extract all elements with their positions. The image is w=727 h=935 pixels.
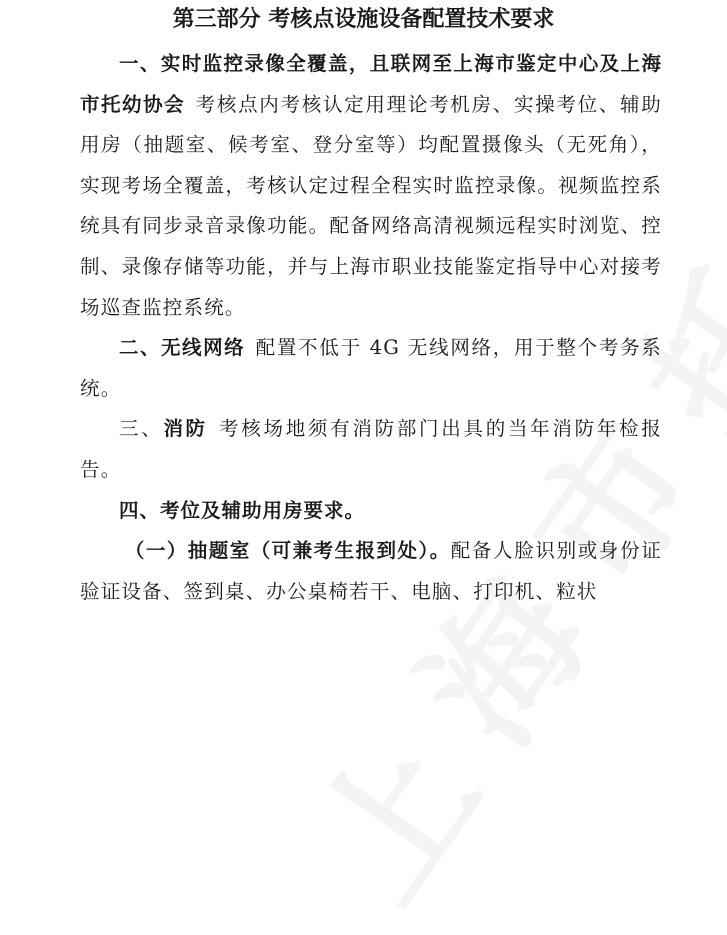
subsection-1-body: 配备人脸识别或身份证验证设备、签到桌、办公桌椅若干、电脑、打印机、粒状: [80, 539, 662, 603]
section-3: [80, 409, 662, 490]
subsection-1-heading: （一）抽题室（可兼考生报到处）。: [124, 539, 451, 563]
section-3-heading-prefix: 三、: [119, 417, 164, 441]
document-body: [80, 44, 662, 612]
section-3-heading: 消防: [163, 417, 208, 441]
section-2-heading: 二、无线网络: [119, 336, 246, 360]
section-1: [80, 44, 662, 328]
section-4: [80, 491, 662, 532]
section-2-body: 配置不低于 4G 无线网络，用于整个考务系统。: [80, 336, 662, 400]
section-1-heading: 一、实时监控录像全覆盖，且联网至上海市鉴定中心及上海市托幼协会: [80, 52, 662, 116]
section-3-body: 考核场地须有消防部门出具的当年消防年检报告。: [80, 417, 662, 481]
page-title: 第三部分 考核点设施设备配置技术要求: [172, 7, 555, 32]
section-4-heading: 四、考位及辅助用房要求。: [119, 498, 366, 522]
section-1-body: 考核点内考核认定用理论考机房、实操考位、辅助用房（抽题室、候考室、登分室等）均配置摄像头（无死角），实现考场全覆盖，考核认定过程全程实时监控录像。视频监控系统具有同步录音录像功能。配备网络高清视频远程实时浏览、控制、录像存储等功能，并与上海市职业技能鉴定指导中心对接考场巡查监控系统。: [80, 92, 662, 319]
section-2: [80, 328, 662, 409]
subsection-1: [80, 531, 662, 612]
